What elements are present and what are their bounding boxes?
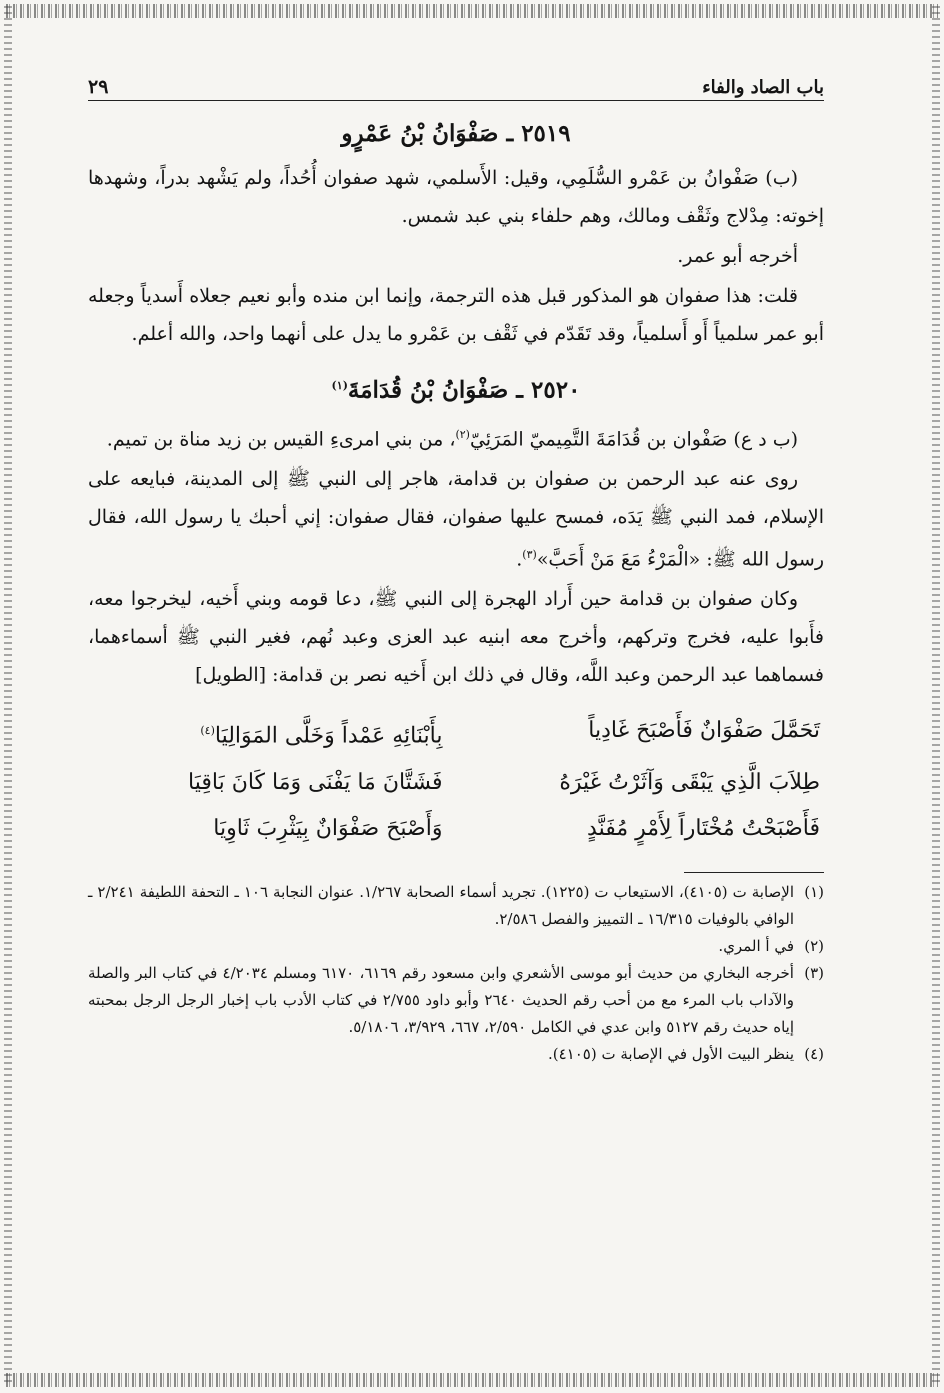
entry-2520-paragraph (88, 580, 824, 694)
footnote-ref: (٢) (455, 427, 470, 441)
entry-2520-paragraph (88, 460, 824, 578)
entry-title-text: ٢٥٢٠ ـ صَفْوَانُ بْنُ قُدَامَةَ (347, 376, 581, 404)
poem (88, 708, 824, 851)
page-border-top (6, 4, 938, 18)
paragraph-text: روى عنه عبد الرحمن بن صفوان بن قدامة، هاجر إلى النبي ﷺ إلى المدينة، فبايعه على الإسلام، فمد النبي ﷺ يَدَه، فمسح عليها صفوان، فقال صفوان: إني أحبك يا رسول الله، فقال رسول الله ﷺ: «الْمَرْءُ مَعَ مَنْ أَحَبَّ» (88, 467, 824, 571)
footnote-number: (٣) (804, 963, 824, 982)
footnote-text: في أ المري. (718, 936, 794, 955)
paragraph-text: وكان صفوان بن قدامة حين أَراد الهجرة إلى النبي ﷺ، دعا قومه وبني أَخيه، ليخرجوا معه، فأَبوا عليه، فخرج وتركهم، وأخرج معه ابنيه عبد العزى وعبد نُهم، فغير النبي ﷺ أسماءهما، فسماهما عبد الرحمن وعبد اللَّه، وقال في ذلك ابن أَخيه نصر بن قدامة: [الطويل] (88, 588, 824, 687)
entry-2519-paragraph: (ب) صَفْوانُ بن عَمْرو السُّلَمِي، وقيل: الأَسلمي، شهد صفوان أُحُداً، ولم يَشْهد بدراً، وشهدها إخوته: مِدْلاج وثَقْف ومالك، وهم حلفاء بني عبد شمس. (88, 167, 824, 227)
poem-verse (88, 760, 824, 806)
footnote-item (88, 933, 824, 960)
footnote-number: (٢) (804, 936, 824, 955)
page-body (88, 70, 824, 1068)
footnote-number: (٤) (804, 1044, 824, 1063)
running-head (88, 70, 824, 101)
poem-hemistich-first: طِلاَبَ الَّذِي يَبْقَى وَآثَرْتُ غَيْرَهُ (559, 769, 820, 795)
poem-hemistich-first: فَأَصْبَحْتُ مُخْتَاراً لِأَمْرٍ مُفَنَّدٍ (587, 815, 820, 841)
footnote-ref: (٣) (522, 547, 537, 561)
poem-hemistich-second: فَشَتَّانَ مَا يَفْنَى وَمَا كَانَ بَاقِيَا (188, 769, 443, 795)
entry-2519-paragraph: قلت: هذا صفوان هو المذكور قبل هذه الترجمة، وإنما ابن منده وأبو نعيم جعلاه أَسدياً وجعله أبو عمر سلمياً أَو أَسلمياً، وقد تَقَدّم في ثَقْف بن عَمْرو ما يدل على أنهما واحد، والله أعلم. (88, 285, 824, 345)
entry-2520-paragraph (88, 416, 824, 458)
footnote-text: أخرجه البخاري من حديث أبو موسى الأشعري وابن مسعود رقم ٦١٦٩، ٦١٧٠ ومسلم ٤/٢٠٣٤ في كتاب البر والصلة والآداب باب المرء مع من أحب رقم الحديث ٢٦٤٠ وأبو داود ٢/٧٥٥ في كتاب الأدب باب إخبار الرجل الرجل بمحبته إياه حديث رقم ٥١٢٧ وابن عدي في الكامل ٢/٥٩٠، ٦٦٧، ٣/٩٢٩، ٥/١٨٠٦. (88, 963, 794, 1036)
page-border-left (4, 6, 12, 1385)
paragraph-text: . (516, 548, 523, 571)
page-number: ٢٩ (88, 76, 109, 98)
page-border-bottom (6, 1373, 938, 1387)
poem-hemistich-second (94, 708, 442, 759)
footnote-ref: (٤) (200, 724, 215, 738)
footnotes (88, 879, 824, 1068)
poem-hemistich-first: تَحَمَّلَ صَفْوَانٌ فَأَصْبَحَ غَادِياً (588, 718, 820, 744)
poem-hemistich-second: وَأَصْبَحَ صَفْوَانٌ بِيَثْرِبَ ثَاوِيَا (213, 815, 443, 841)
verse-text: بِأَبْنَائِهِ عَمْداً وَخَلَّى المَوَالِيَا (214, 723, 443, 749)
footnote-text: الإصابة ت (٤١٠٥)، الاستيعاب ت (١٢٢٥). تجريد أسماء الصحابة ١/٢٦٧. عنوان النجابة ١٠٦ ـ التحفة اللطيفة ٢/٢٤١ ـ الوافي بالوفيات ١٦/٣١٥ ـ التمييز والفصل ٢/٥٨٦. (88, 882, 794, 928)
entry-2519-paragraph: أخرجه أبو عمر. (677, 245, 798, 267)
footnote-item (88, 960, 824, 1041)
poem-verse (88, 708, 824, 759)
footnote-text: ينظر البيت الأول في الإصابة ت (٤١٠٥). (547, 1044, 794, 1063)
chapter-title: باب الصاد والفاء (702, 77, 824, 98)
poem-verse (88, 806, 824, 852)
entry-title-2520 (88, 367, 824, 410)
paragraph-text: (ب د ع) صَفْوان بن قُدَامَةَ التَّمِيميّ المَرَئِيّ (469, 427, 798, 450)
footnote-item (88, 1041, 824, 1068)
footnote-separator (684, 872, 824, 873)
footnote-ref: (١) (331, 379, 348, 392)
footnote-item (88, 879, 824, 933)
footnote-number: (١) (804, 882, 824, 901)
page-border-right (932, 6, 940, 1385)
paragraph-text: ، من بني امرىءِ القيس بن زيد مناة بن تميم. (106, 427, 456, 450)
entry-title-2519: ٢٥١٩ ـ صَفْوَانُ بْنُ عَمْرٍو (341, 120, 571, 147)
